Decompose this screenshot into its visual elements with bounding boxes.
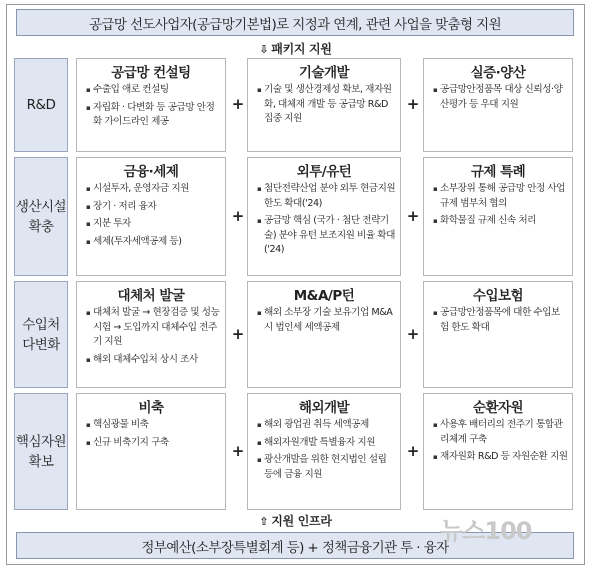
list-item: ▪ 해외 대체수입처 상시 조사 bbox=[86, 353, 221, 368]
box-item-list bbox=[77, 83, 225, 130]
plus-icon: + bbox=[231, 206, 245, 225]
list-item: ▪ 해외 소부장 기술 보유기업 M&A시 법인세 세액공제 bbox=[257, 306, 396, 335]
box-title: 실증·양산 bbox=[470, 65, 526, 81]
box-title: 수입보험 bbox=[472, 288, 524, 304]
box-item-list bbox=[248, 418, 400, 482]
list-item: ▪ 대체처 발굴 → 현장검증 및 성능시험 → 도입까지 대체수입 전주기 지원 bbox=[86, 306, 221, 350]
box-item-list bbox=[424, 83, 572, 112]
box-title: 해외개발 bbox=[298, 400, 350, 416]
box-overseas-dev bbox=[247, 393, 401, 510]
box-manda bbox=[247, 281, 401, 388]
infra-support-text: 지원 인프라 bbox=[271, 514, 332, 528]
footer-banner: 정부예산(소부장특별회계 등) + 정책금융기관 투 · 융자 bbox=[16, 532, 574, 559]
plus-icon: + bbox=[406, 95, 420, 113]
box-item-list bbox=[248, 306, 400, 335]
box-stockpile bbox=[76, 393, 226, 510]
list-item: ▪ 사용후 배터리의 전주기 통합관리체계 구축 bbox=[433, 418, 568, 447]
list-item: ▪ 첨단전략산업 분야 외투 현금지원 한도 확대('24) bbox=[257, 182, 396, 211]
box-fdi-reshoring bbox=[247, 157, 401, 276]
box-demo-mass bbox=[423, 58, 573, 152]
box-circular bbox=[423, 393, 573, 510]
box-title: 대체처 발굴 bbox=[117, 288, 185, 304]
box-title: 기술개발 bbox=[298, 65, 350, 81]
box-item-list bbox=[77, 306, 225, 367]
list-item: ▪ 신규 비축기지 구축 bbox=[86, 436, 221, 451]
list-item: ▪ 화학물질 규제 신속 처리 bbox=[433, 214, 568, 229]
list-item: ▪ 핵심광물 비축 bbox=[86, 418, 221, 433]
list-item: ▪ 자립화 · 다변화 등 공급망 안정화 가이드라인 제공 bbox=[86, 101, 221, 130]
box-alt-source bbox=[76, 281, 226, 388]
box-title: 외투/유턴 bbox=[296, 164, 352, 180]
plus-icon: + bbox=[231, 95, 245, 113]
package-support-text: 패키지 지원 bbox=[271, 42, 332, 56]
box-consulting bbox=[76, 58, 226, 152]
category-production: 생산시설 확충 bbox=[14, 157, 68, 276]
box-tech-dev bbox=[247, 58, 401, 152]
list-item: ▪ 소부장위 통해 공급망 안정 사업 규제 범부처 협의 bbox=[433, 182, 568, 211]
plus-icon: + bbox=[406, 324, 420, 343]
list-item: ▪ 수출입 애로 컨설팅 bbox=[86, 83, 221, 98]
box-title: 공급망 컨설팅 bbox=[111, 65, 191, 81]
list-item: ▪ 지분 투자 bbox=[86, 217, 221, 232]
plus-icon: + bbox=[406, 441, 420, 460]
box-title: 비축 bbox=[138, 400, 164, 416]
list-item: ▪ 재자원화 R&D 등 자원순환 지원 bbox=[433, 450, 568, 465]
list-item: ▪ 공급망안정품목 대상 신뢰성·양산평가 등 우대 지원 bbox=[433, 83, 568, 112]
plus-icon: + bbox=[231, 441, 245, 460]
list-item: ▪ 광산개발을 위한 현지법인 설립 등에 금융 지원 bbox=[257, 453, 396, 482]
list-item: ▪ 기술 및 생산경제성 확보, 재자원화, 대체재 개발 등 공급망 R&D 집중 지원 bbox=[257, 83, 396, 127]
list-item: ▪ 해외 광업권 취득 세액공제 bbox=[257, 418, 396, 433]
box-title: 금융·세제 bbox=[123, 164, 179, 180]
plus-icon: + bbox=[406, 206, 420, 225]
box-import-insurance bbox=[423, 281, 573, 388]
box-item-list bbox=[424, 306, 572, 335]
category-resources: 핵심자원 확보 bbox=[14, 393, 68, 510]
box-title: 규제 특례 bbox=[470, 164, 526, 180]
box-title: M&A/P턴 bbox=[293, 288, 355, 304]
box-item-list bbox=[248, 182, 400, 258]
category-rnd: R&D bbox=[14, 58, 68, 152]
box-regulation bbox=[423, 157, 573, 276]
list-item: ▪ 시설투자, 운영자금 지원 bbox=[86, 182, 221, 197]
list-item: ▪ 장기 · 저리 융자 bbox=[86, 200, 221, 215]
box-item-list bbox=[424, 182, 572, 229]
down-arrow-icon: ⇩ bbox=[259, 43, 269, 56]
up-arrow-icon: ⇧ bbox=[259, 515, 269, 528]
box-item-list bbox=[77, 418, 225, 450]
package-support-label bbox=[0, 40, 591, 57]
header-banner: 공급망 선도사업자(공급망기본법)로 지정과 연계, 관련 사업을 맞춤형 지원 bbox=[16, 9, 574, 36]
box-item-list bbox=[424, 418, 572, 465]
box-item-list bbox=[77, 182, 225, 249]
plus-icon: + bbox=[231, 324, 245, 343]
box-finance-tax bbox=[76, 157, 226, 276]
list-item: ▪ 공급망 핵심 (국가 · 첨단 전략기술) 분야 유턴 보조지원 비율 확대('24) bbox=[257, 214, 396, 258]
box-item-list bbox=[248, 83, 400, 127]
box-title: 순환자원 bbox=[472, 400, 524, 416]
watermark-logo: 뉴스100 bbox=[440, 517, 532, 545]
category-import: 수입처 다변화 bbox=[14, 281, 68, 388]
list-item: ▪ 해외자원개발 특별융자 지원 bbox=[257, 436, 396, 451]
list-item: ▪ 공급망안정품목에 대한 수입보험 한도 확대 bbox=[433, 306, 568, 335]
list-item: ▪ 세제(투자세액공제 등) bbox=[86, 235, 221, 250]
